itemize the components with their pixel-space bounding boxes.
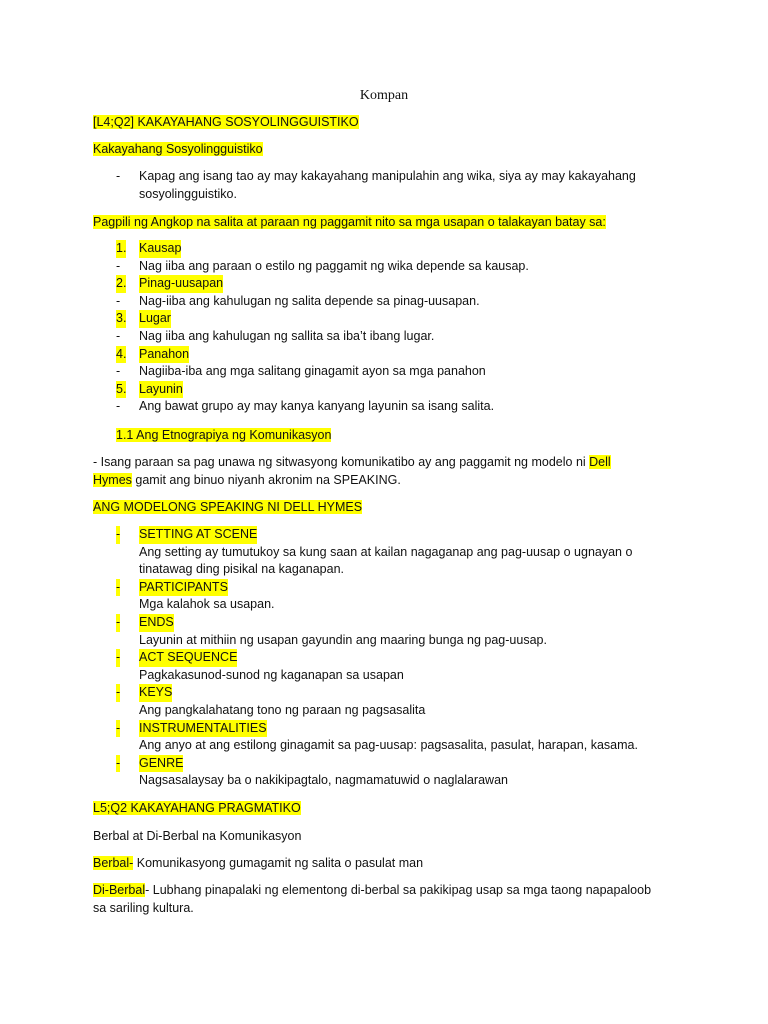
diberbal-term: Di-Berbal [93, 883, 146, 897]
bullet-dash: - [116, 649, 120, 667]
speaking-label: PARTICIPANTS [139, 579, 228, 597]
definition-text: Kapag ang isang tao ay may kakayahang manipulahin ang wika, siya ay may kakayahang sosyolingguistiko. [139, 169, 636, 201]
item-desc: Nag-iiba ang kahulugan ng salita depende sa pinag-uusapan. [139, 293, 480, 308]
item-desc: Nag iiba ang paraan o estilo ng paggamit ng wika depende sa kausap. [139, 258, 529, 273]
section1-heading-line [93, 114, 653, 132]
section1-heading: [L4;Q2] KAKAYAHANG SOSYOLINGGUISTIKO [93, 115, 359, 129]
bullet-dash: - [116, 614, 120, 632]
document-title: Kompan [359, 88, 409, 103]
item-label: Kausap [139, 240, 181, 258]
ethnography-paragraph [93, 454, 653, 489]
ethnography-text-after: gamit ang binuo niyanh akronim na SPEAKING. [131, 472, 401, 487]
list-item-desc [93, 398, 653, 416]
speaking-desc: Mga kalahok sa usapan. [139, 597, 275, 612]
speaking-desc: Layunin at mithiin ng usapan gayundin ang maaring bunga ng pag-uusap. [139, 632, 547, 647]
item-number: 3. [116, 310, 126, 328]
item-desc: Ang bawat grupo ay may kanya kanyang layunin sa isang salita. [139, 399, 495, 414]
speaking-label: KEYS [139, 684, 172, 702]
bullet-dash: - [116, 169, 121, 183]
list-item [93, 275, 653, 293]
list-item [93, 310, 653, 328]
item-number: 1. [116, 240, 126, 258]
speaking-label: INSTRUMENTALITIES [139, 720, 267, 738]
speaking-label: ACT SEQUENCE [139, 649, 237, 667]
ethnography-heading: 1.1 Ang Etnograpiya ng Komunikasyon [116, 428, 332, 442]
speaking-label: GENRE [139, 755, 183, 773]
dell-highlight: Dell [589, 455, 611, 469]
speaking-desc-row [93, 632, 653, 650]
selection-list [93, 240, 653, 416]
bullet-dash: - [116, 526, 120, 544]
bullet-dash: - [116, 258, 121, 273]
hymes-highlight: Hymes [93, 472, 132, 487]
bullet-dash: - [116, 293, 121, 308]
speaking-desc: Nagsasalaysay ba o nakikipagtalo, nagmamatuwid o naglalarawan [139, 773, 508, 788]
selection-heading: Pagpili ng Angkop na salita at paraan ng paggamit nito sa mga usapan o talakayan batay sa: [93, 215, 606, 229]
item-label: Pinag-uusapan [139, 275, 223, 293]
speaking-desc: Ang anyo at ang estilong ginagamit sa pag-uusap: pagsasalita, pasulat, harapan, kasama. [139, 738, 638, 753]
item-label: Lugar [139, 310, 171, 328]
bullet-dash: - [116, 755, 120, 773]
section1-subheading: Kakayahang Sosyolingguistiko [93, 142, 263, 156]
list-item-desc [93, 328, 653, 346]
section1-definition [93, 168, 653, 203]
bullet-dash: - [116, 364, 121, 379]
list-item-desc [93, 293, 653, 311]
diberbal-def: - Lubhang pinapalaki ng elementong di-berbal sa pakikipag usap sa mga taong napapaloob sa sariling kultura. [93, 883, 652, 915]
speaking-desc-row [93, 702, 653, 720]
list-item-desc [93, 363, 653, 381]
speaking-desc: Ang setting ay tumutukoy sa kung saan at kailan nagaganap ang pag-uusap o ugnayan o tinatawag ding pisikal na kaganapan. [139, 544, 633, 577]
speaking-item [93, 526, 653, 544]
speaking-desc-row [93, 667, 653, 685]
speaking-desc: Ang pangkalahatang tono ng paraan ng pagsasalita [139, 702, 426, 717]
ethnography-text-before: - Isang paraan sa pag unawa ng sitwasyong komunikatibo ay ang paggamit ng modelo ni [93, 455, 590, 469]
berbal-term: Berbal- [93, 856, 134, 870]
section1-subheading-line [93, 141, 653, 159]
speaking-item [93, 649, 653, 667]
list-item [93, 240, 653, 258]
speaking-desc-row [93, 737, 653, 755]
speaking-label: ENDS [139, 614, 174, 632]
bullet-dash: - [116, 720, 120, 738]
bullet-dash: - [116, 399, 121, 414]
speaking-desc-row [93, 772, 653, 790]
item-number: 2. [116, 275, 126, 293]
ethnography-heading-line [116, 427, 676, 445]
speaking-desc-block [139, 544, 649, 579]
selection-heading-line [93, 214, 653, 232]
item-number: 5. [116, 381, 126, 399]
speaking-item [93, 579, 653, 597]
section2-heading-line [93, 800, 653, 818]
bullet-dash: - [116, 579, 120, 597]
speaking-item [93, 755, 653, 773]
bullet-dash: - [116, 328, 121, 343]
item-desc: Nagiiba-iba ang mga salitang ginagamit ayon sa mga panahon [139, 364, 486, 379]
item-label: Panahon [139, 346, 189, 364]
speaking-heading: ANG MODELONG SPEAKING NI DELL HYMES [93, 500, 363, 514]
section2-subtitle: Berbal at Di-Berbal na Komunikasyon [93, 829, 302, 843]
speaking-heading-line [93, 499, 653, 517]
item-number: 4. [116, 346, 126, 364]
speaking-list [93, 526, 653, 790]
berbal-definition [93, 855, 653, 873]
diberbal-definition [93, 882, 653, 917]
speaking-desc: Pagkakasunod-sunod ng kaganapan sa usapan [139, 667, 404, 682]
speaking-item [93, 614, 653, 632]
list-item [93, 346, 653, 364]
speaking-item [93, 684, 653, 702]
item-label: Layunin [139, 381, 183, 399]
berbal-def: Komunikasyong gumagamit ng salita o pasulat man [133, 856, 424, 870]
bullet-dash: - [116, 684, 120, 702]
speaking-desc-row [93, 596, 653, 614]
list-item [93, 381, 653, 399]
list-item-desc [93, 258, 653, 276]
speaking-item [93, 720, 653, 738]
section2-heading: L5;Q2 KAKAYAHANG PRAGMATIKO [93, 801, 301, 815]
speaking-label: SETTING AT SCENE [139, 526, 257, 544]
item-desc: Nag iiba ang kahulugan ng sallita sa iba’t ibang lugar. [139, 328, 435, 343]
